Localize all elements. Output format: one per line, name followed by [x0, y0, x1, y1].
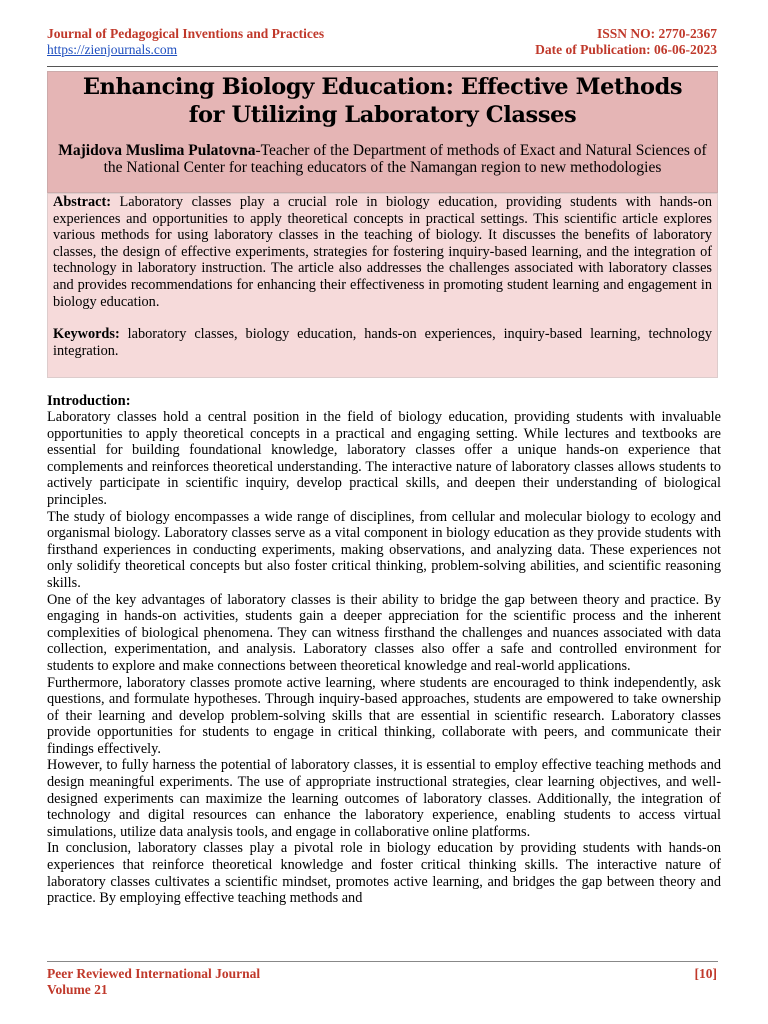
journal-link[interactable]: https://zienjournals.com [47, 42, 178, 57]
paragraph: The study of biology encompasses a wide range of disciplines, from cellular and molecular biology to ecology and organismal biology. Laboratory classes serve as a vital component in biology education as they provide students with firsthand experiences in conducting experiments, making observations, and analyzing data. These experiences not only solidify theoretical concepts but also foster critical thinking, problem-solving abilities, and scientific reasoning skills. [47, 508, 721, 591]
paragraph: Laboratory classes hold a central position in the field of biology education, providing students with invaluable opportunities to apply theoretical concepts in a practical and engaging setting. While lectures and textbooks are essential for building foundational knowledge, laboratory classes offer a unique hands-on experience that complements and reinforces theoretical understanding. The interactive nature of laboratory classes allows students to actively participate in scientific inquiry, develop practical skills, and deepen their understanding of biological principles. [47, 409, 721, 508]
keywords-label: Keywords: [53, 326, 120, 343]
abstract-label: Abstract: [53, 194, 111, 210]
header-divider [47, 66, 718, 67]
paragraph: One of the key advantages of laboratory classes is their ability to bridge the gap between theory and practice. By engaging in hands-on activities, students gain a deeper appreciation for the scientific process and the inherent complexities of biological phenomena. They can witness firsthand the challenges and nuances associated with data collection, experimentation, and analysis. Laboratory classes also offer a safe and controlled environment for students to explore and make connections between theoretical knowledge and real-world applications. [47, 591, 721, 674]
abstract-text: Laboratory classes play a crucial role in biology education, providing students with hands-on experiences and opportunities to apply theoretical concepts in practical settings. This scientific article explores various methods for using laboratory classes in the teaching of biology. It discusses the benefits of laboratory classes, the design of effective experiments, strategies for fostering inquiry-based learning, and the integration of technology in laboratory instruction. The article also addresses the challenges associated with laboratory classes and provides recommendations for enhancing their effectiveness in promoting student learning and engagement in biology education. [53, 194, 712, 310]
page-number: [10] [694, 966, 717, 981]
title-line-1: Enhancing Biology Education: Effective Methods [82, 74, 683, 100]
keywords-paragraph [53, 326, 712, 359]
journal-type: Peer Reviewed International Journal [47, 966, 261, 981]
paragraph: Furthermore, laboratory classes promote active learning, where students are encouraged to think independently, ask questions, and formulate hypotheses. Through inquiry-based approaches, students are empowered to take ownership of their learning and develop problem-solving skills that are essential in scientific research. Laboratory classes provide opportunities for students to engage in critical thinking, collaborate with peers, and communicate their findings effectively. [47, 674, 721, 757]
author-affiliation: -Teacher of the Department of methods of Exact and Natural Sciences of the National Center for teaching educators of the Namangan region to new methodologies [103, 142, 707, 176]
author-line [58, 142, 707, 176]
footer-left [47, 966, 260, 998]
introduction-body [47, 409, 721, 907]
footer-divider [47, 961, 718, 962]
keywords-text: laboratory classes, biology education, hands-on experiences, inquiry-based learning, technology integration. [53, 326, 712, 359]
article-title [48, 73, 717, 129]
journal-header [47, 26, 324, 58]
journal-name: Journal of Pedagogical Inventions and Practices [47, 26, 325, 41]
title-block [47, 71, 718, 193]
issn-header [535, 26, 717, 58]
paragraph: However, to fully harness the potential of laboratory classes, it is essential to employ effective teaching methods and design meaningful experiments. The use of appropriate instructional strategies, clear learning objectives, and well-designed experiments can maximize the learning outcomes of laboratory classes. Additionally, the integration of technology and digital resources can enhance the laboratory experience, enabling students to access virtual simulations, utilize data analysis tools, and engage in collaborative online platforms. [47, 757, 721, 840]
issn: ISSN NO: 2770-2367 [596, 26, 717, 41]
author-name: Majidova Muslima Pulatovna [58, 142, 256, 159]
paragraph: In conclusion, laboratory classes play a pivotal role in biology education by providing students with hands-on experiences that reinforce theoretical knowledge and foster critical thinking skills. The interactive nature of laboratory classes cultivates a scientific mindset, promotes active learning, and bridges the gap between theory and practice. By employing effective teaching methods and [47, 840, 721, 907]
abstract-paragraph [53, 194, 712, 310]
introduction-heading: Introduction: [47, 393, 131, 409]
volume: Volume 21 [47, 982, 108, 997]
title-line-2: for Utilizing Laboratory Classes [188, 102, 577, 128]
abstract-block [47, 193, 718, 378]
publication-date: Date of Publication: 06-06-2023 [535, 42, 717, 57]
